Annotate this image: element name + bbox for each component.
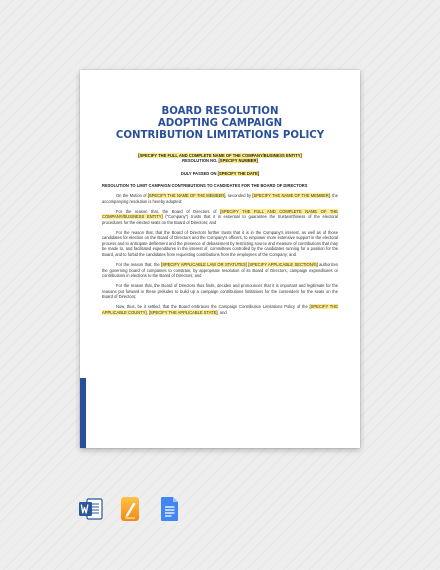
p1-member-placeholder-2: [SPECIFY THE NAME OF THE MEMBER] (252, 193, 330, 199)
resolution-heading: RESOLUTION TO LIMIT CAMPAIGN CONTRIBUTIONS TO CANDIDATES FOR THE BOARD OF DIRECTORS (102, 183, 308, 189)
p2-text-c: ("Company") trusts that it is essential to guarantee the trustworthiness of the electoral procedures for the elected seats on the Board of Directors; and (102, 214, 338, 225)
company-placeholder: [SPECIFY THE FULL AND COMPLETE NAME OF THE COMPANY/BUSINESS ENTITY] (138, 153, 302, 158)
document-body (102, 106, 338, 320)
p1-text-a: On the Motion of (116, 193, 148, 199)
title-line-3: CONTRIBUTION LIMITATIONS POLICY (115, 130, 325, 141)
p1-member-placeholder-1: [SPECIFY THE NAME OF THE MEMBER] (147, 193, 226, 199)
apple-pages-icon[interactable] (120, 496, 140, 522)
resolution-no-label: RESOLUTION NO. (182, 158, 219, 164)
p4-law-placeholder: [SPECIFY APPLICABLE LAW OR STATUTES] (161, 261, 247, 267)
duly-passed-label: DULY PASSED ON (180, 170, 218, 176)
p2-text-a: For the reason that, the Board of Directors of (116, 208, 221, 214)
p1-text-e: , the accompanying resolution is hereby adopted: (102, 193, 338, 204)
microsoft-word-icon[interactable] (78, 496, 104, 522)
title-line-1: BOARD RESOLUTION (161, 106, 279, 117)
p4-section-placeholder: [SPECIFY APPLICABLE SECTION/S] (248, 261, 318, 267)
google-docs-icon[interactable] (160, 496, 180, 522)
paragraph-resolved (102, 304, 338, 315)
title-line-2: ADOPTING CAMPAIGN (157, 118, 283, 129)
document-preview (80, 70, 360, 448)
paragraph-motion (102, 193, 338, 204)
p6-text-a: Now, thus, be it settled, that the Board embraces the Campaign Contribution Limitations Policy of the (116, 304, 310, 310)
paragraph-whereas-2: For the reason that, that the Board of Directors further trusts that it is in the Company's interest, as well as of those candidates for election on the Board of Directors and the Company's officers, to empower more extensive support in the electoral process and to anticipate defilement and the presence of debasement by restricting source and measure of contributions that may be made to, and facilitated expenditures in the interest of, committees controlled by the candidates running for a position for the Board, and to forbid the candidates from requesting contributions from the employees of the Company; and (102, 229, 338, 258)
accent-bar (80, 378, 86, 448)
p6-county-placeholder: [SPECIFY THE APPLICABLE COUNTY] (102, 304, 338, 315)
p6-text-c: , (146, 309, 149, 315)
paragraph-whereas-4: For the reason that, the Board of Directors thus finds, decides and pronounces that it is important and legitimate for the reasons put forward in these preludes to build up a campaign contributions limitations for the contenders for the seats on the Board of Directors; (102, 283, 338, 300)
p6-state-placeholder: [SPECIFY THE APPLICABLE STATE] (148, 309, 218, 315)
p6-text-e: , and (217, 309, 227, 315)
document-title (102, 106, 338, 142)
paragraph-whereas-3 (102, 262, 338, 279)
format-icons (0, 496, 440, 526)
paragraph-whereas-1 (102, 209, 338, 226)
p2-company-placeholder: [SPECIFY THE FULL AND COMPLETE NAME OF THE COMPANY/BUSINESS ENTITY] (102, 208, 339, 220)
p4-text-a: For the reason that, the (116, 261, 162, 267)
resolution-no-placeholder: [SPECIFY NUMBER] (218, 158, 258, 164)
p1-text-c: , seconded by (225, 193, 253, 199)
duly-passed-placeholder: [SPECIFY THE DATE] (217, 170, 260, 176)
p4-text-e: authorizes the governing board of companies to constrain, by appropriate resolution of its Board of Directors, campaign expenditures or contributions in elections to the Board of Directors; and (102, 261, 338, 279)
